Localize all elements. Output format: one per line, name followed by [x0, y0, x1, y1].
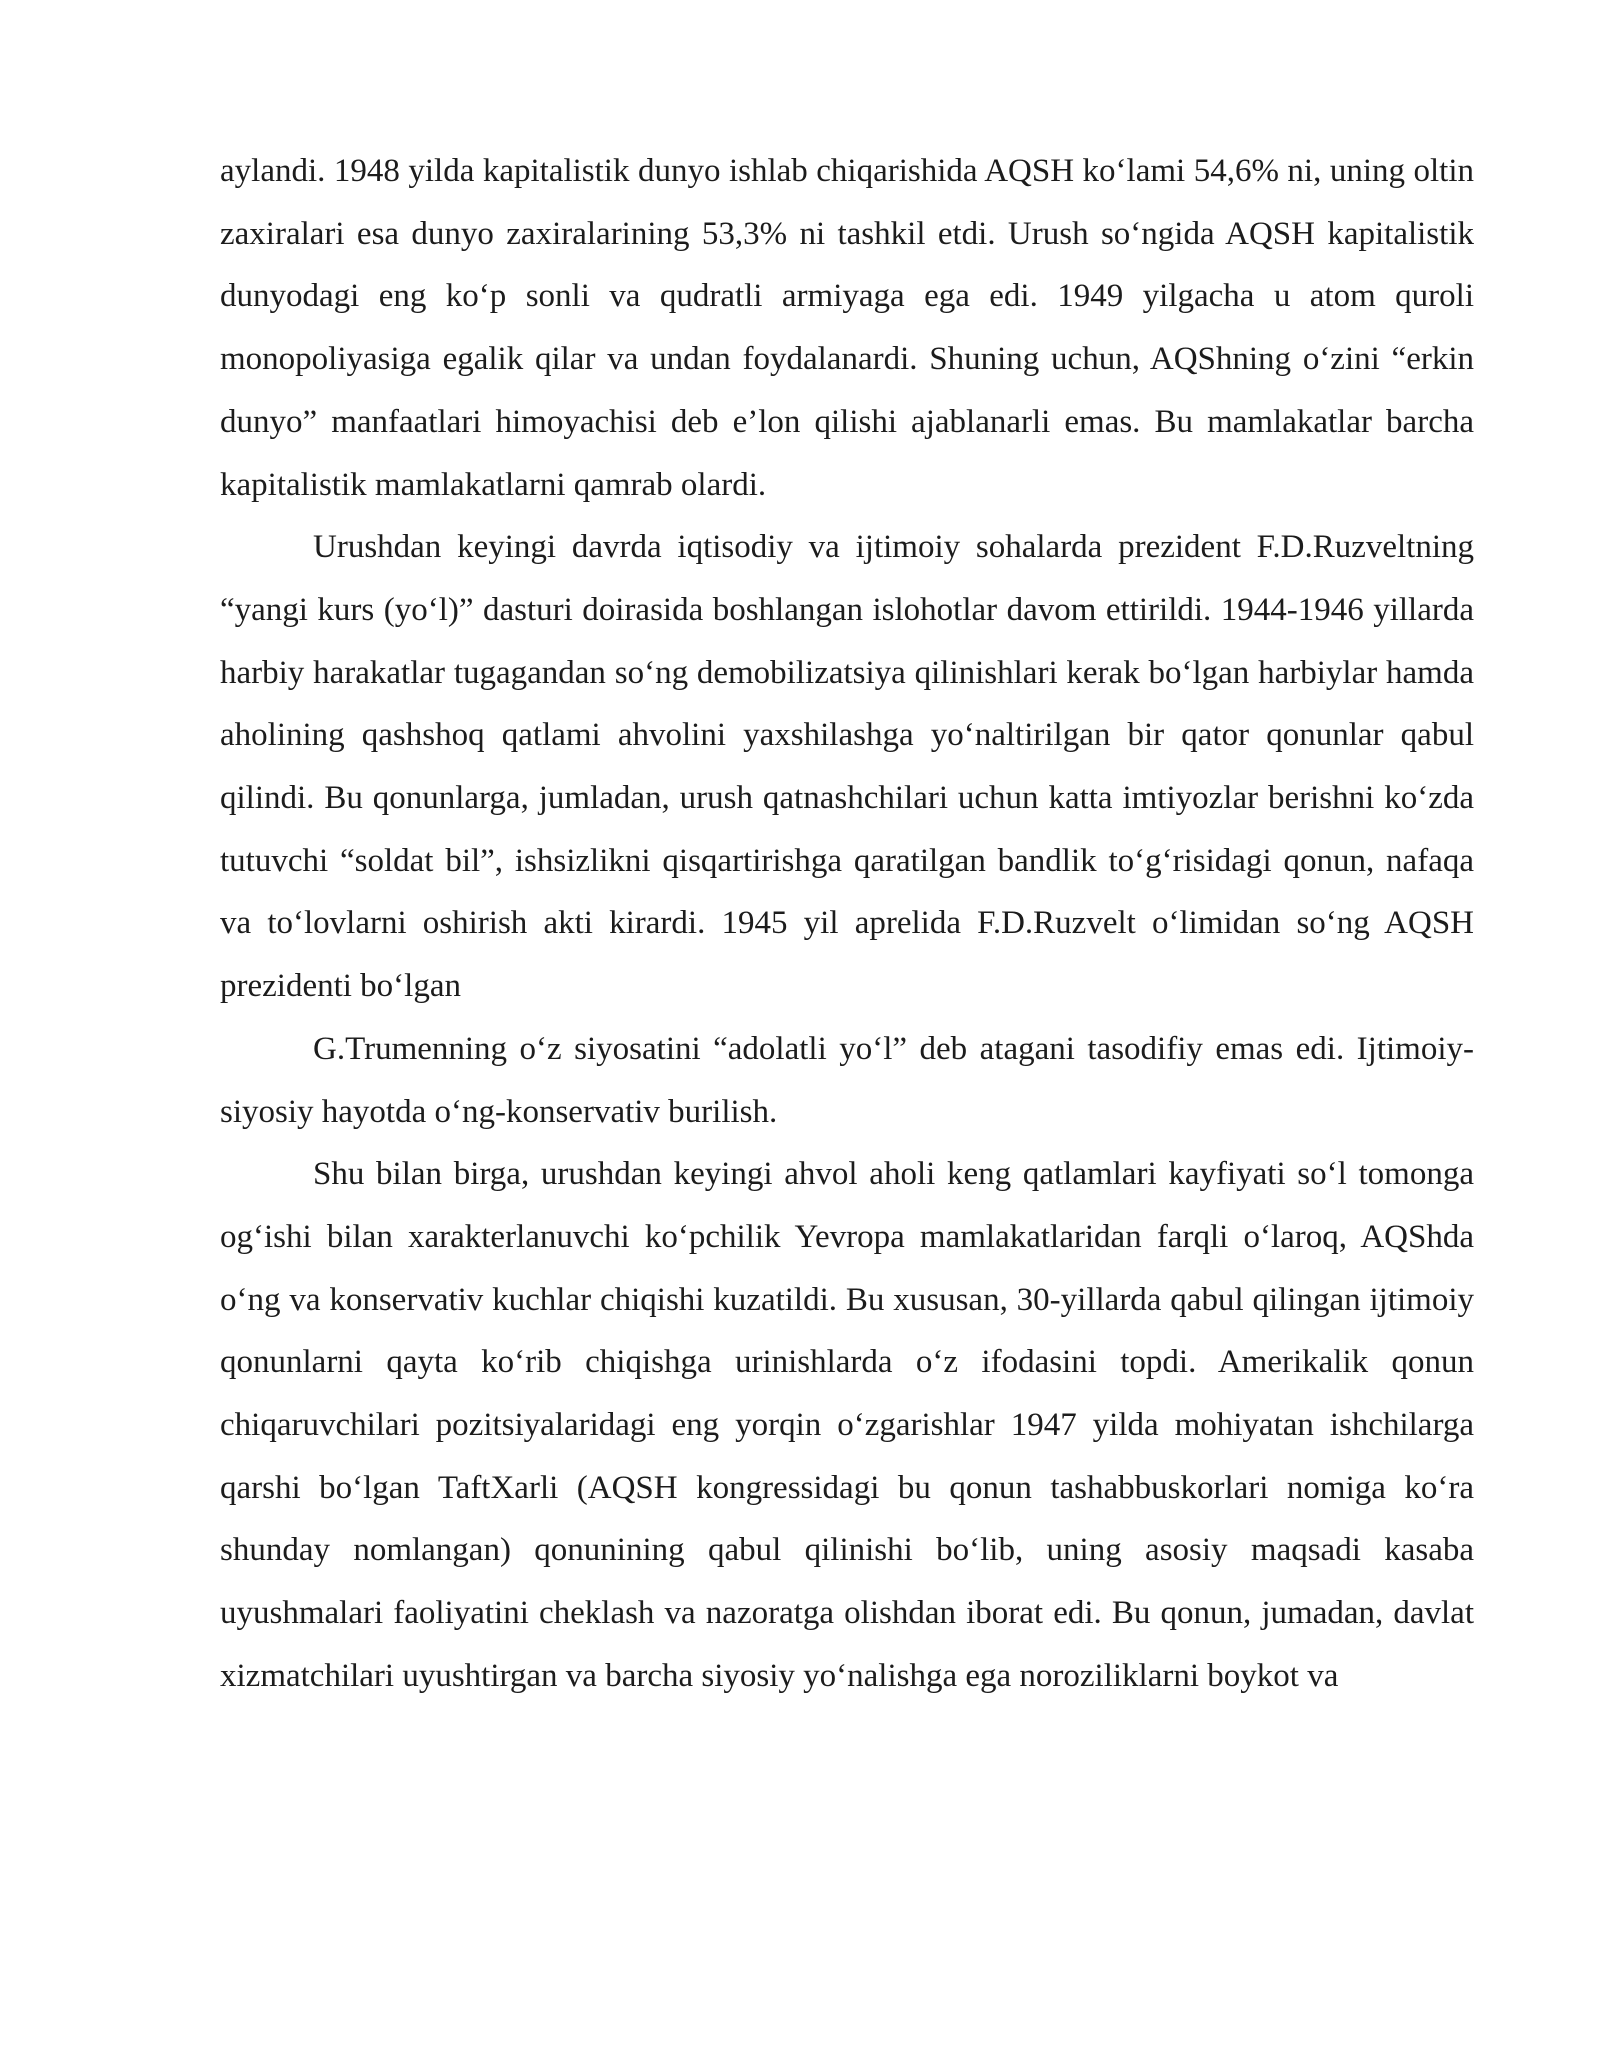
paragraph-3: G.Trumenning o‘z siyosatini “adolatli yo‘l” deb atagani tasodifiy emas edi. Ijtimoiy-siyosiy hayotda o‘ng-konservativ burilish.: [220, 1030, 1474, 1130]
document-page: [220, 140, 1474, 1708]
paragraph-2: Urushdan keyingi davrda iqtisodiy va ijtimoiy sohalarda prezident F.D.Ruzveltning “yangi kurs (yo‘l)” dasturi doirasida boshlangan islohotlar davom ettirildi. 1944-1946 yillarda harbiy harakatlar tugagandan so‘ng demobilizatsiya qilinishlari kerak bo‘lgan harbiylar hamda aholining qashshoq qatlami ahvolini yaxshilashga yo‘naltirilgan bir qator qonunlar qabul qilindi. Bu qonunlarga, jumladan, urush qatnashchilari uchun katta imtiyozlar berishni ko‘zda tutuvchi “soldat bil”, ishsizlikni qisqartirishga qaratilgan bandlik to‘g‘risidagi qonun, nafaqa va to‘lovlarni oshirish akti kirardi. 1945 yil aprelida F.D.Ruzvelt o‘limidan so‘ng AQSH prezidenti bo‘lgan: [220, 529, 1474, 1005]
paragraph-4: Shu bilan birga, urushdan keyingi ahvol aholi keng qatlamlari kayfiyati so‘l tomonga og‘ishi bilan xarakterlanuvchi ko‘pchilik Yevropa mamlakatlaridan farqli o‘laroq, AQShda o‘ng va konservativ kuchlar chiqishi kuzatildi. Bu xususan, 30-yillarda qabul qilingan ijtimoiy qonunlarni qayta ko‘rib chiqishga urinishlarda o‘z ifodasini topdi. Amerikalik qonun chiqaruvchilari pozitsiyalaridagi eng yorqin o‘zgarishlar 1947 yilda mohiyatan ishchilarga qarshi bo‘lgan TaftXarli (AQSH kongressidagi bu qonun tashabbuskorlari nomiga ko‘ra shunday nomlangan) qonunining qabul qilinishi bo‘lib, uning asosiy maqsadi kasaba uyushmalari faoliyatini cheklash va nazoratga olishdan iborat edi. Bu qonun, jumadan, davlat xizmatchilari uyushtirgan va barcha siyosiy yo‘nalishga ega noroziliklarni boykot va: [220, 1156, 1474, 1694]
paragraph-1: aylandi. 1948 yilda kapitalistik dunyo ishlab chiqarishida AQSH ko‘lami 54,6% ni, uning oltin zaxiralari esa dunyo zaxiralarining 53,3% ni tashkil etdi. Urush so‘ngida AQSH kapitalistik dunyodagi eng ko‘p sonli va qudratli armiyaga ega edi. 1949 yilgacha u atom quroli monopoliyasiga egalik qilar va undan foydalanardi. Shuning uchun, AQShning o‘zini “erkin dunyo” manfaatlari himoyachisi deb e’lon qilishi ajablanarli emas. Bu mamlakatlar barcha kapitalistik mamlakatlarni qamrab olardi.: [220, 153, 1474, 503]
